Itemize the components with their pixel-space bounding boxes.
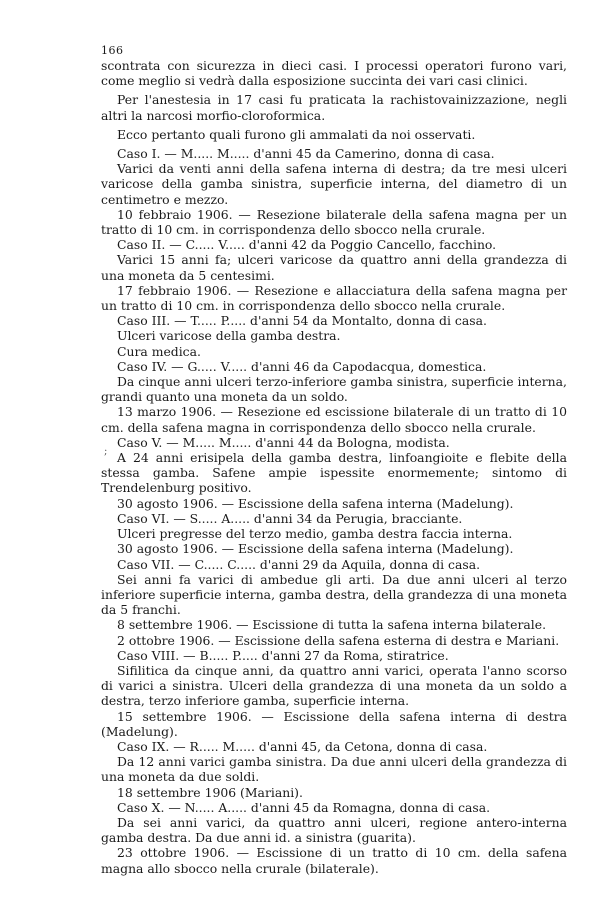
case-3-history: Ulceri varicose della gamba destra. xyxy=(117,328,341,344)
case-5-heading: Caso V. — M..... M..... d'anni 44 da Bologna, modista. xyxy=(117,434,450,450)
case-9-heading: Caso IX. — R..... M..... d'anni 45, da Cetona, donna di casa. xyxy=(117,738,488,754)
case-10-heading: Caso X. — N..... A..... d'anni 45 da Romagna, donna di casa. xyxy=(117,799,491,815)
paragraph-intro: scontrata con sicurezza in dieci casi. I processi operatori furono vari, come meglio si vedrà dalla esposizione succinta dei vari casi clinici. xyxy=(101,58,567,89)
case-9-operation: 18 settembre 1906 (Mariani). xyxy=(117,784,303,800)
page-number: 166 xyxy=(101,44,124,57)
case-4-operation: 13 marzo 1906. — Resezione ed escissione bilaterale di un tratto di 10 cm. della safena magna in corrispondenza dello sbocco nella crurale. xyxy=(101,404,567,435)
paragraph-patients-intro: Ecco pertanto quali furono gli ammalati da noi osservati. xyxy=(117,126,476,142)
case-1-heading: Caso I. — M..... M..... d'anni 45 da Camerino, donna di casa. xyxy=(117,146,495,162)
case-8-operation: 15 settembre 1906. — Escissione della safena interna di destra (Madelung). xyxy=(101,708,567,739)
case-1-history: Varici da venti anni della safena interna di destra; da tre mesi ulceri varicose della gamba sinistra, superficie interna, del diametro di un centimetro e mezzo. xyxy=(101,161,567,207)
case-10-history: Da sei anni varici, da quattro anni ulceri, regione antero-interna gamba destra. Da due anni id. a sinistra (guarita). xyxy=(101,814,567,846)
case-4-history: Da cinque anni ulceri terzo-inferiore gamba sinistra, superficie interna, grandi quanto una moneta da un soldo. xyxy=(101,374,567,405)
case-8-heading: Caso VIII. — B..... P..... d'anni 27 da Roma, stiratrice. xyxy=(117,647,449,663)
case-6-operation: 30 agosto 1906. — Escissione della safena interna (Madelung). xyxy=(117,541,514,557)
case-7-operation-2: 2 ottobre 1906. — Escissione della safena esterna di destra e Mariani. xyxy=(117,632,560,648)
case-5-history: A 24 anni erisipela della gamba destra, linfoangioite e flebite della stessa gamba. Safene ampie ispessite enormemente; sintomo di Trendelenburg positivo. xyxy=(101,450,567,496)
case-4-heading: Caso IV. — G..... V..... d'anni 46 da Capodacqua, domestica. xyxy=(117,358,487,374)
paragraph-anesthesia: Per l'anestesia in 17 casi fu praticata la rachistovainizzazione, negli altri la narcosi morfio-cloroformica. xyxy=(101,92,567,123)
case-7-heading: Caso VII. — C..... C..... d'anni 29 da Aquila, donna di casa. xyxy=(117,556,481,572)
case-8-history: Sifilitica da cinque anni, da quattro anni varici, operata l'anno scorso di varici a sinistra. Ulceri della grandezza di una moneta da un soldo a destra, terzo inferiore gamba, superficie interna. xyxy=(101,662,567,709)
body-text xyxy=(101,58,567,876)
margin-mark: ; xyxy=(104,446,108,457)
case-1-operation: 10 febbraio 1906. — Resezione bilaterale della safena magna per un tratto di 10 cm. in corrispondenza dello sbocco nella crurale. xyxy=(101,206,567,238)
case-6-history: Ulceri pregresse del terzo medio, gamba destra faccia interna. xyxy=(117,526,513,542)
case-2-history: Varici 15 anni fa; ulceri varicose da quattro anni della grandezza di una moneta da 5 centesimi. xyxy=(101,252,567,283)
case-6-heading: Caso VI. — S..... A..... d'anni 34 da Perugia, bracciante. xyxy=(117,510,463,526)
case-7-operation-1: 8 settembre 1906. — Escissione di tutta la safena interna bilaterale. xyxy=(117,617,547,633)
case-2-operation: 17 febbraio 1906. — Resezione e allacciatura della safena magna per un tratto di 10 cm. in corrispondenza dello sbocco nella crurale. xyxy=(101,282,567,314)
case-10-operation: 23 ottobre 1906. — Escissione di un tratto di 10 cm. della safena magna allo sbocco nella crurale (bilaterale). xyxy=(101,845,567,876)
case-3-heading: Caso III. — T..... P..... d'anni 54 da Montalto, donna di casa. xyxy=(117,313,487,329)
case-9-history: Da 12 anni varici gamba sinistra. Da due anni ulceri della grandezza di una moneta da due soldi. xyxy=(101,754,567,785)
case-2-heading: Caso II. — C..... V..... d'anni 42 da Poggio Cancello, facchino. xyxy=(117,237,497,253)
case-5-operation: 30 agosto 1906. — Escissione della safena interna (Madelung). xyxy=(117,495,514,511)
case-3-treatment: Cura medica. xyxy=(117,343,201,359)
case-7-history: Sei anni fa varici di ambedue gli arti. Da due anni ulceri al terzo inferiore superficie interna, gamba destra, della grandezza di una moneta da 5 franchi. xyxy=(101,571,567,618)
